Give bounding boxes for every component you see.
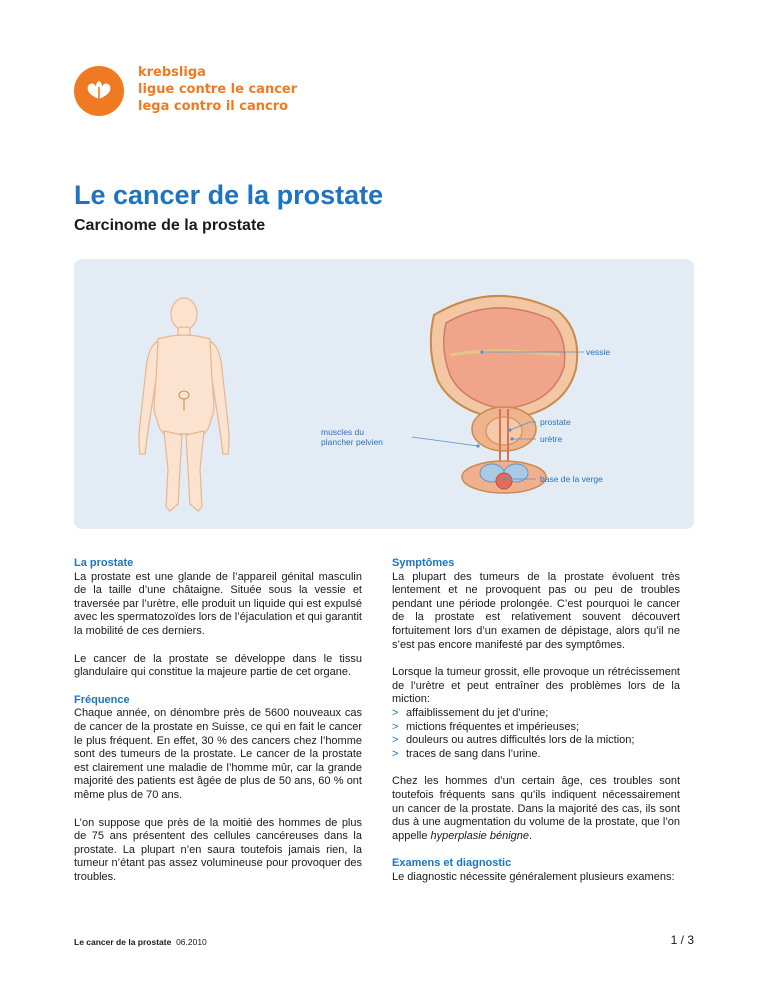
logo-line-it: lega contro il cancro bbox=[138, 99, 289, 114]
footer-title: Le cancer de la prostate bbox=[74, 937, 172, 947]
label-uretre: urètre bbox=[540, 434, 563, 444]
heading-examens: Examens et diagnostic bbox=[392, 857, 512, 870]
bullet-marker: > bbox=[392, 706, 399, 719]
paragraph-symptomes-1: La plupart des tumeurs de la prostate évoluent très lentement et ne provoquent pas ou peu de troubles pendant une période prolongée. C’est pourquoi le cancer de la prostate est relativement souvent découvert fortuitement lors d’un examen de dépistage, alors qu’il ne s’est pas encore manifesté par des symptômes. bbox=[392, 570, 680, 651]
list-item-text: douleurs ou autres difficultés lors de la miction; bbox=[406, 734, 635, 747]
paragraph-frequence-2: L’on suppose que près de la moitié des hommes de plus de 75 ans présentent des cellules cancéreuses dans la prostate. La plupart n’en saura toutefois jamais rien, la tumeur n’étant pas assez volumineuse pour provoquer des troubles. bbox=[74, 816, 362, 883]
footer bbox=[74, 937, 207, 947]
list-item bbox=[392, 734, 680, 748]
page-title: Le cancer de la prostate bbox=[74, 180, 384, 210]
page-number: 1 / 3 bbox=[670, 933, 694, 947]
bullet-marker: > bbox=[392, 747, 399, 760]
krebsliga-logo-icon bbox=[74, 66, 124, 116]
label-vessie: vessie bbox=[586, 347, 611, 357]
heading-la-prostate: La prostate bbox=[74, 557, 134, 569]
footer-date: 06.2010 bbox=[176, 937, 207, 947]
heading-symptomes: Symptômes bbox=[392, 557, 455, 569]
organization-name bbox=[138, 64, 297, 115]
paragraph-symptomes-3-end: . bbox=[529, 829, 533, 842]
paragraph-frequence-1: Chaque année, on dénombre près de 5600 nouveaux cas de cancer de la prostate en Suisse, ce qui en fait le cancer le plus fréquent. En effet, 30 % des cancers chez l’homme sont des tumeurs de la prostate. Le cancer de la prostate est clairement une maladie de l’homme mûr, car la grande majorité des patients est âgée de plus de 50 ans, 60 % ont même plus de 70 ans. bbox=[74, 707, 362, 801]
paragraph-symptomes-3-text: Chez les hommes d’un certain âge, ces troubles sont toutefois fréquents sans qu’ils indiquent nécessairement un cancer de la prostate. Dans la majorité des cas, ils sont dus à une augmentation du volume de la prostate, que l’on appelle bbox=[392, 775, 680, 842]
paragraph-symptomes-2: Lorsque la tumeur grossit, elle provoque un rétrécissement de l’urètre et peut entraîner des problèmes lors de la miction: bbox=[392, 666, 680, 706]
anatomy-illustration bbox=[74, 259, 694, 529]
bullet-marker: > bbox=[392, 734, 399, 747]
heading-frequence: Fréquence bbox=[74, 693, 130, 706]
paragraph-symptomes-3 bbox=[392, 775, 680, 843]
label-prostate: prostate bbox=[540, 417, 571, 427]
list-item-text: mictions fréquentes et impérieuses; bbox=[406, 720, 580, 733]
left-column bbox=[74, 557, 362, 898]
list-item-text: traces de sang dans l’urine. bbox=[406, 747, 541, 760]
list-item bbox=[392, 721, 680, 735]
paragraph-prostate-2: Le cancer de la prostate se développe dans le tissu glandulaire qui constitue la majeure partie de cet organe. bbox=[74, 652, 362, 679]
logo-line-de: krebsliga bbox=[138, 65, 206, 80]
page-subtitle: Carcinome de la prostate bbox=[74, 217, 266, 234]
symptoms-list bbox=[392, 707, 680, 761]
term-hyperplasie: hyperplasie bénigne bbox=[430, 829, 530, 842]
label-muscles-line2: plancher pelvien bbox=[321, 437, 383, 447]
bullet-marker: > bbox=[392, 720, 399, 733]
label-muscles-line1: muscles du bbox=[321, 427, 364, 437]
list-item-text: affaiblissement du jet d’urine; bbox=[406, 706, 549, 719]
list-item bbox=[392, 707, 680, 721]
bladder-prostate-drawing bbox=[431, 296, 577, 493]
anatomy-drawing bbox=[74, 259, 694, 529]
paragraph-examens-1: Le diagnostic nécessite généralement plusieurs examens: bbox=[392, 870, 675, 883]
label-base-verge: base de la verge bbox=[540, 474, 603, 484]
list-item bbox=[392, 748, 680, 762]
right-column bbox=[392, 557, 680, 898]
logo-line-fr: ligue contre le cancer bbox=[138, 82, 298, 97]
paragraph-prostate-1: La prostate est une glande de l’appareil génital masculin de la taille d’une châtaigne. Située sous la vessie et traversée par l’urètre, elle produit un liquide qui est expulsé avec les spermatozoïdes lors de l’éjaculation et qui garantit la mobilité de ces derniers. bbox=[74, 570, 362, 637]
